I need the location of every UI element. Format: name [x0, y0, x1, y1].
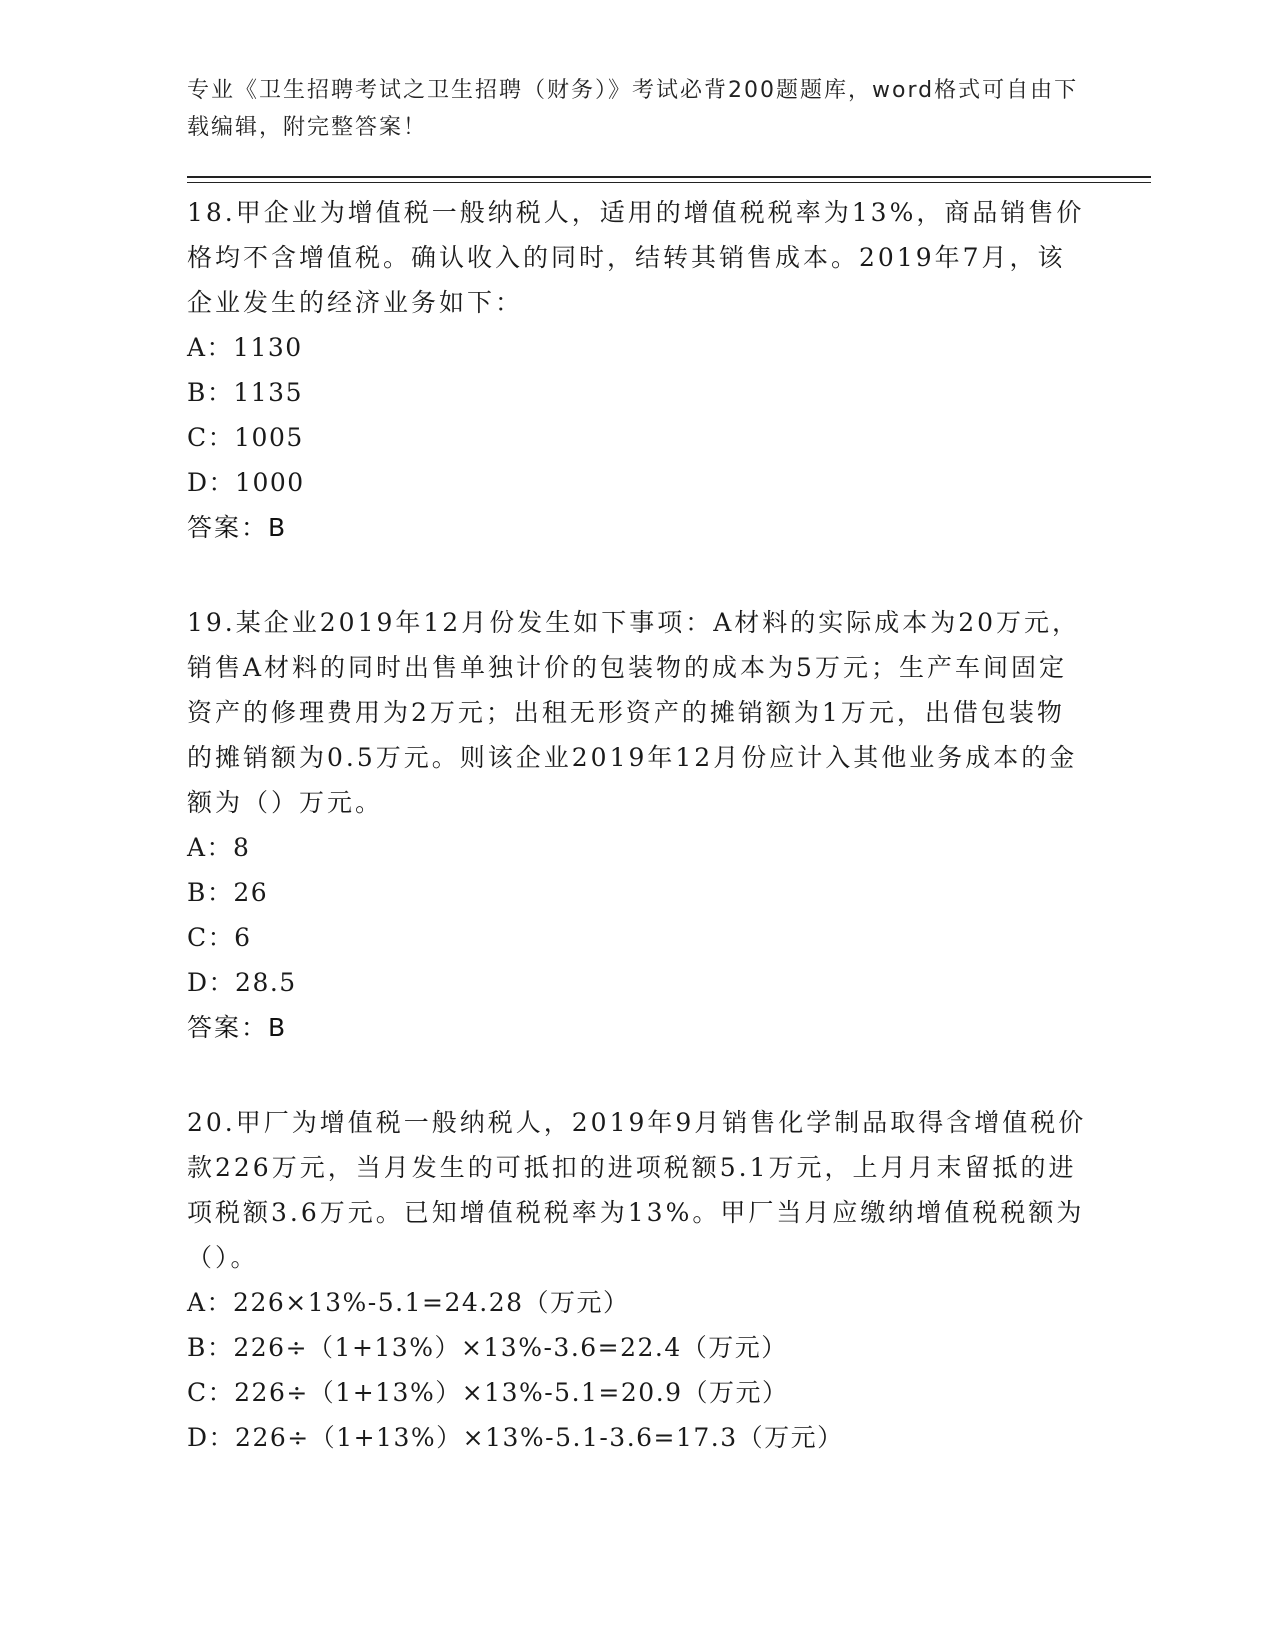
question-20: [187, 1100, 1087, 1460]
option-a: A：8: [187, 833, 251, 862]
answer-label: 答案：B: [187, 513, 288, 542]
answer-label: 答案：B: [187, 1013, 288, 1042]
option-d: D：28.5: [187, 968, 297, 997]
option-b: B：26: [187, 878, 269, 907]
question-stem: 20.甲厂为增值税一般纳税人，2019年9月销售化学制品取得含增值税价款226万元，当月发生的可抵扣的进项税额5.1万元，上月月末留抵的进项税额3.6万元。已知增值税税率为13%。甲厂当月应缴纳增值税税额为（）。: [187, 1108, 1087, 1272]
option-a: A：1130: [187, 333, 303, 362]
option-c: C：1005: [187, 423, 304, 452]
question-18: [187, 190, 1087, 550]
question-stem: 18.甲企业为增值税一般纳税人，适用的增值税税率为13%，商品销售价格均不含增值税。确认收入的同时，结转其销售成本。2019年7月，该企业发生的经济业务如下：: [187, 198, 1085, 317]
option-c: C：6: [187, 923, 252, 952]
question-stem: 19.某企业2019年12月份发生如下事项：A材料的实际成本为20万元，销售A材料的同时出售单独计价的包装物的成本为5万元；生产车间固定资产的修理费用为2万元；出租无形资产的摊销额为1万元，出借包装物的摊销额为0.5万元。则该企业2019年12月份应计入其他业务成本的金额为（）万元。: [187, 608, 1081, 817]
option-d: D：1000: [187, 468, 305, 497]
question-19: [187, 600, 1087, 1050]
option-b: B：226÷（1+13%）×13%-3.6=22.4（万元）: [187, 1333, 788, 1362]
document-header: 专业《卫生招聘考试之卫生招聘（财务）》考试必背200题题库，word格式可自由下载编辑，附完整答案！: [187, 78, 1079, 140]
option-c: C：226÷（1+13%）×13%-5.1=20.9（万元）: [187, 1378, 789, 1407]
header-divider-thin: [187, 182, 1151, 183]
option-b: B：1135: [187, 378, 303, 407]
option-a: A：226×13%-5.1=24.28（万元）: [187, 1288, 630, 1317]
option-d: D：226÷（1+13%）×13%-5.1-3.6=17.3（万元）: [187, 1423, 844, 1452]
header-divider: [187, 176, 1151, 178]
